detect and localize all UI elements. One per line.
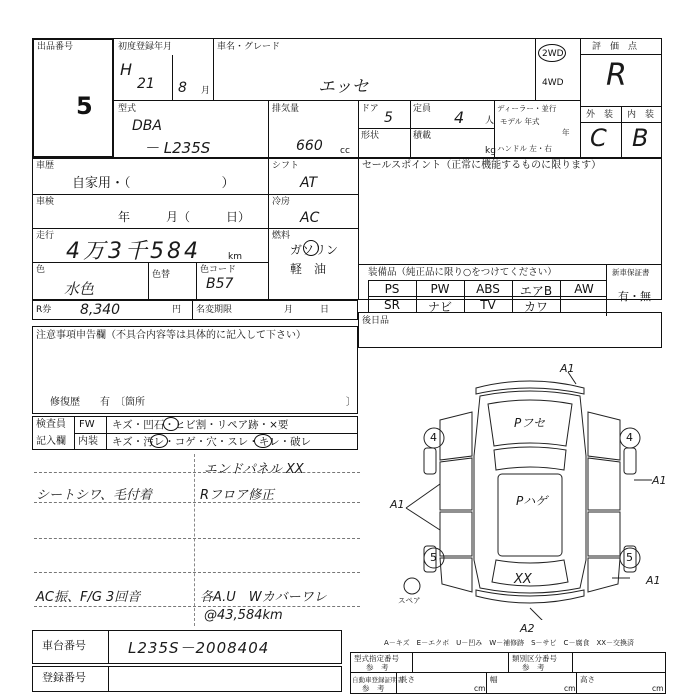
- hood-note: Pフセ: [514, 416, 546, 430]
- damage-mark-roof: A1: [560, 362, 575, 375]
- cert-label: 自動車登録証明書: [352, 676, 404, 684]
- name-change-value: 月 日: [284, 305, 330, 315]
- reg-month: 8: [178, 80, 187, 96]
- color-code-value: B57: [206, 276, 234, 292]
- color-label: 色: [36, 265, 46, 275]
- recycle-value: 8,340: [80, 302, 121, 318]
- equipment-label: 装備品（純正品に限り○をつけてください）: [368, 267, 557, 278]
- era: H: [120, 60, 133, 79]
- model-label: 型式: [118, 104, 137, 114]
- handle-label: ハンドル 左・右: [497, 144, 552, 153]
- capacity-unit: 人: [485, 116, 495, 126]
- sales-point-label: セールスポイント（正常に機能するものに限ります）: [362, 160, 602, 171]
- color-value: 水色: [64, 280, 95, 298]
- repair-label: 修復歴 有 〔箇所: [50, 397, 145, 408]
- fuel-label: 燃料: [272, 231, 291, 241]
- interior-label: 内 装: [627, 110, 655, 120]
- inspection-label-1: 検査員: [36, 419, 66, 430]
- damage-mark-right: A1: [652, 474, 667, 487]
- rear-seat-label: 後日品: [362, 316, 390, 326]
- inspection-label-2: 記入欄: [36, 436, 66, 447]
- car-name-label: 車名・グレード: [217, 42, 281, 52]
- remark-1-right: エンドパネル XX: [204, 462, 304, 477]
- repair-close: 〕: [346, 397, 356, 408]
- lot-number: 5: [76, 92, 93, 120]
- model-value-1: DBA: [132, 118, 162, 134]
- month-unit: 月: [201, 86, 211, 96]
- registration-label: 登録番号: [42, 671, 86, 684]
- first-reg-label: 初度登録年月: [118, 42, 173, 52]
- capacity-value: 4: [454, 108, 465, 127]
- equipment-item: PS: [384, 282, 400, 296]
- interior-items: キズ・汚レ・コゲ・穴・スレ・キレ・破レ: [112, 436, 312, 448]
- load-label: 積載: [413, 131, 432, 141]
- doors-value: 5: [384, 110, 393, 126]
- equipment-item: SR: [384, 298, 400, 312]
- displacement-unit: cc: [340, 146, 350, 156]
- grade-label: 評 価 点: [592, 42, 638, 52]
- damage-legend: A－キズ E－エクボ U－凹み W－補修跡 S－サビ C－腐食 XX－交換済: [384, 639, 635, 647]
- fuel-gas: ガソリン: [290, 243, 339, 257]
- shift-label: シフト: [272, 161, 300, 171]
- load-unit: kg: [485, 146, 496, 156]
- reg-year: 21: [137, 76, 155, 92]
- dirt-circle: [150, 434, 168, 448]
- fw-circle: [163, 417, 179, 431]
- rear-note: XX: [514, 572, 532, 587]
- equipment-item: カワ: [523, 300, 548, 314]
- height-label: 高さ: [580, 675, 595, 684]
- width-unit: cm: [564, 684, 576, 693]
- remark-3-left: AC振、F/G 3回音: [36, 590, 141, 605]
- equipment-item: ナビ: [427, 300, 452, 314]
- dealer-label: ディーラー・並行: [497, 104, 557, 113]
- exterior-value: C: [590, 124, 607, 152]
- equipment-item: ABS: [476, 282, 500, 296]
- ref-2: 参 考: [522, 663, 545, 672]
- shift-value: AT: [300, 175, 318, 191]
- name-change-label: 名変期限: [196, 305, 233, 315]
- mileage-value: 4万3千584: [66, 239, 201, 264]
- displacement-value: 660: [296, 138, 323, 154]
- color-change-label: 色替: [152, 270, 171, 280]
- model-year-unit: 年: [562, 128, 570, 137]
- rear-seat-box: [358, 312, 662, 348]
- ac-value: AC: [300, 210, 320, 226]
- body-note: Pハゲ: [516, 494, 548, 508]
- equipment-item: AW: [574, 282, 594, 296]
- color-code-label: 色コード: [200, 265, 237, 275]
- ac-label: 冷房: [272, 197, 291, 207]
- equipment-item: エアB: [519, 284, 553, 298]
- history-value: 自家用・（ ）: [72, 176, 235, 191]
- inspection-label: 車検: [36, 197, 55, 207]
- wheel-fl-mark: 4: [430, 431, 437, 444]
- model-value-2: － L235S: [144, 139, 211, 157]
- mileage-label: 走行: [36, 231, 55, 241]
- remark-2-right: Rフロア修正: [200, 488, 275, 503]
- equipment-item: PW: [430, 282, 450, 296]
- model-designation-label: 型式指定番号: [354, 654, 399, 663]
- grade-value: R: [606, 58, 627, 93]
- interior-insp-label: 内装: [78, 436, 98, 447]
- lot-label: 出品番号: [37, 42, 74, 52]
- height-unit: cm: [652, 684, 664, 693]
- header-frame: [32, 38, 662, 158]
- equipment-item: TV: [480, 298, 496, 312]
- warranty-value: 有・無: [618, 290, 651, 303]
- damage-mark-left: A1: [390, 498, 405, 511]
- ref-3: 参 考: [362, 684, 385, 693]
- wheel-fr-mark: 4: [626, 431, 633, 444]
- notes-label: 注意事項申告欄（不具合内容等は具体的に記入して下さい）: [36, 330, 306, 341]
- mileage-unit: km: [228, 252, 242, 262]
- lot-box: [32, 38, 114, 158]
- width-label: 幅: [490, 675, 498, 684]
- doors-label: ドア: [361, 104, 379, 114]
- recycle-label: R券: [36, 305, 52, 315]
- length-label: 長さ: [400, 675, 415, 684]
- spare-label: スペア: [398, 596, 421, 605]
- wheel-rl-mark: 5: [430, 551, 437, 564]
- fw-items: キズ・凹石・ヒビ割・リペア跡・×要: [112, 419, 289, 431]
- length-unit: cm: [474, 684, 486, 693]
- remark-3-right: 各A.U Wカバーワレ: [200, 590, 327, 605]
- wheel-rr-mark: 5: [626, 551, 633, 564]
- model-year-label: モデル 年式: [500, 117, 540, 126]
- shape-label: 形状: [361, 131, 380, 141]
- inspection-value: 年 月（ 日）: [118, 210, 251, 224]
- fuel-diesel: 軽 油: [290, 262, 327, 276]
- chassis-value: L235S－2008404: [128, 639, 270, 657]
- exterior-label: 外 装: [586, 110, 614, 120]
- damage-mark-rear-right: A1: [646, 574, 661, 587]
- remark-4-right: @43,584km: [204, 608, 283, 623]
- remark-2-left: シートシワ、毛付着: [36, 488, 152, 503]
- recycle-unit: 円: [172, 305, 182, 315]
- car-name: エッセ: [318, 77, 369, 97]
- wear-circle: [254, 434, 272, 448]
- capacity-label: 定員: [413, 104, 432, 114]
- interior-value: B: [632, 124, 649, 152]
- drive-4wd: 4WD: [542, 78, 564, 88]
- category-label: 類別区分番号: [512, 654, 557, 663]
- displacement-label: 排気量: [272, 104, 300, 114]
- history-label: 車歴: [36, 161, 55, 171]
- warranty-label: 新車保証書: [612, 268, 650, 277]
- drive-2wd: 2WD: [542, 49, 564, 59]
- ref-1: 参 考: [366, 663, 389, 672]
- fw-label: FW: [79, 419, 95, 430]
- damage-mark-rear: A2: [520, 622, 535, 635]
- chassis-label: 車台番号: [42, 639, 86, 652]
